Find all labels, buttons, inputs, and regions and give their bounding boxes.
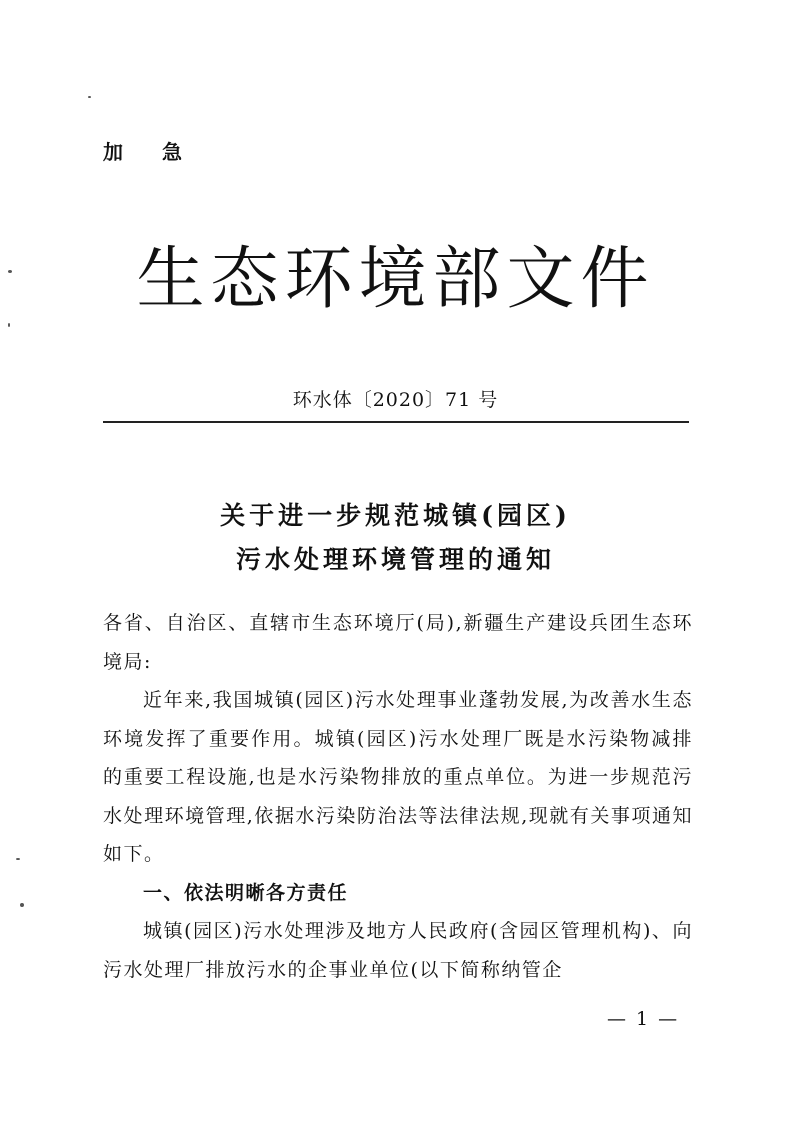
section-heading: 一、依法明晰各方责任	[143, 881, 349, 904]
title-line-1: 关于进一步规范城镇(园区)	[220, 501, 571, 530]
body-paragraph: 城镇(园区)污水处理涉及地方人民政府(含园区管理机构)、向污水处理厂排放污水的企事业单位(以下简称纳管企	[103, 920, 693, 981]
document-number: 环水体〔2020〕71 号	[292, 389, 499, 411]
header-divider	[103, 421, 689, 423]
document-body	[103, 604, 693, 989]
scan-speck	[16, 858, 20, 860]
urgency-label: 加 急	[103, 140, 198, 164]
issuer-masthead: 生态环境部文件	[136, 240, 655, 319]
scan-speck	[88, 96, 91, 98]
document-title	[0, 494, 791, 582]
scan-speck	[20, 903, 24, 907]
page-number: — 1 —	[607, 1008, 680, 1030]
body-paragraph: 近年来,我国城镇(园区)污水处理事业蓬勃发展,为改善水生态环境发挥了重要作用。城镇(园区)污水处理厂既是水污染物减排的重要工程设施,也是水污染物排放的重点单位。为进一步规范污水处理环境管理,依据水污染防治法等法律法规,现就有关事项通知如下。	[103, 689, 693, 865]
title-line-2: 污水处理环境管理的通知	[235, 545, 555, 574]
salutation: 各省、自治区、直辖市生态环境厅(局),新疆生产建设兵团生态环境局:	[103, 612, 693, 673]
